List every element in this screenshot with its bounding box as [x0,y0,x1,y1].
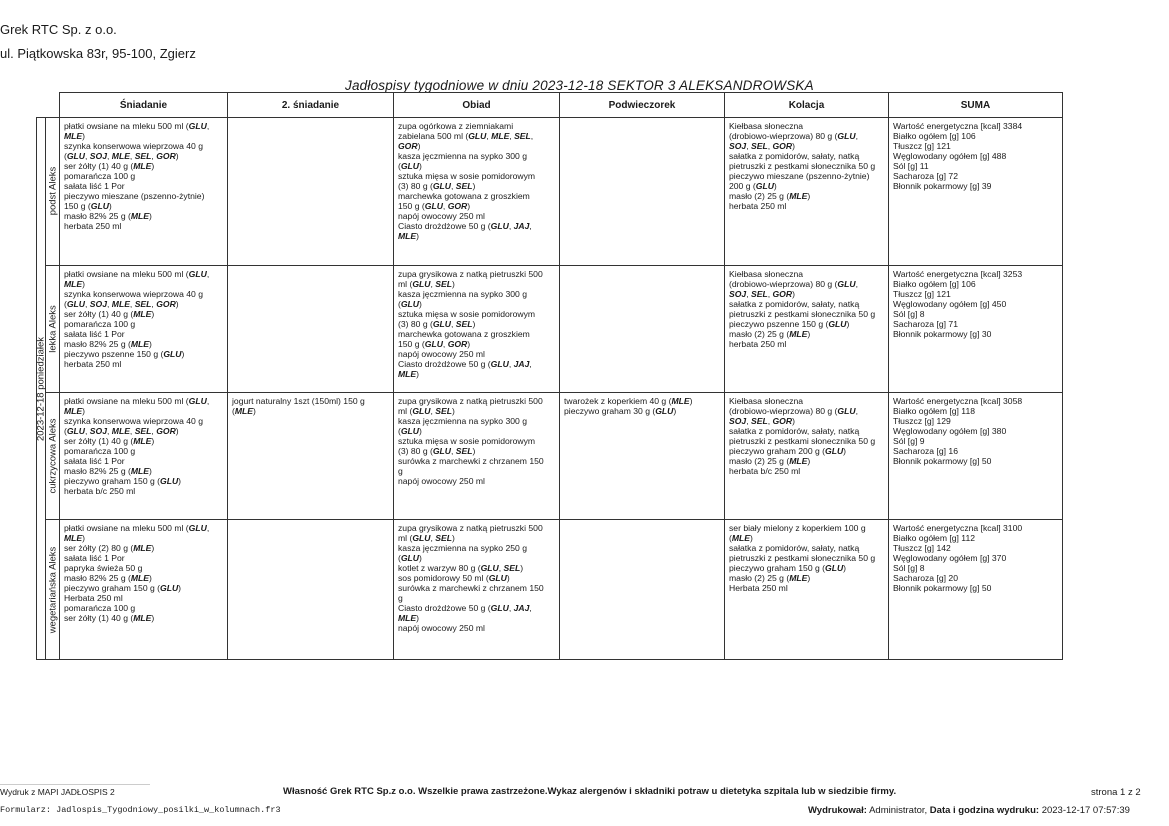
meal-cell-obiad [394,520,560,660]
meal-item: pomarańcza 100 g [64,318,136,329]
table-row [37,265,1063,392]
meal-item: marchewka gotowana z groszkiem [398,191,530,201]
meal-item: pieczywo mieszane (pszenno-żytnie) [64,191,205,201]
meal-item: pieczywo pszenne 150 g (GLU) [64,348,185,359]
diet-cell [46,118,60,266]
meal-item: SOJ, SEL, GOR) [729,416,795,427]
meal-item: pieczywo graham 150 g (GLU) [64,583,182,594]
meal-item: szynka konserwowa wieprzowa 40 g [64,288,203,299]
meal-item: masło (2) 25 g (MLE) [729,573,811,584]
meal-item: 150 g (GLU, GOR) [398,201,471,211]
meal-item: płatki owsiane na mleku 500 ml (GLU, [64,523,210,534]
meal-item: sałatka z pomidorów, sałaty, natką [729,298,860,309]
print-datetime-value: 2023-12-17 07:57:39 [1041,805,1130,816]
meal-item: herbata 250 ml [729,338,787,349]
meal-item: MLE) [64,406,86,417]
meal-item: MLE) [398,613,420,624]
meal-item: napój owocowy 250 ml [398,348,485,359]
header-drugie-sniadanie: 2. śniadanie [228,93,394,118]
meal-item: ml (GLU, SEL) [398,533,455,544]
meal-item: Sacharoza [g] 16 [893,446,958,457]
meal-item: (GLU, SOJ, MLE, SEL, GOR) [64,426,179,437]
meal-item: pieczywo pszenne 150 g (GLU) [729,318,850,329]
meal-item: jogurt naturalny 1szt (150ml) 150 g [232,396,365,407]
meal-item: ser żółty (1) 40 g (MLE) [64,436,155,447]
meal-item: Węglowodany ogółem [g] 370 [893,553,1007,564]
diet-cell [46,265,60,392]
diet-label: podst Aleks [47,167,58,216]
meal-item: Sacharoza [g] 71 [893,318,958,329]
meal-item: sos pomidorowy 50 ml (GLU) [398,573,510,584]
meal-item: MLE) [64,278,86,289]
meal-item: pomarańcza 100 g [64,171,136,181]
weekly-menu-table [36,92,1063,660]
meal-item: ser żółty (1) 40 g (MLE) [64,308,155,319]
meal-item: (drobiowo-wieprzowa) 80 g (GLU, [729,406,858,417]
meal-item: sałata liść 1 Por [64,553,125,564]
meal-item: (drobiowo-wieprzowa) 80 g (GLU, [729,278,858,289]
meal-item: ser żółty (2) 80 g (MLE) [64,543,155,554]
meal-cell-sniadanie [60,265,228,392]
meal-item: twarożek z koperkiem 40 g (MLE) [564,396,693,407]
meal-item: g [398,466,403,477]
meal-item: Wartość energetyczna [kcal] 3058 [893,396,1023,407]
meal-cell-obiad [394,393,560,520]
meal-item: pieczywo graham 30 g (GLU) [564,406,677,417]
meal-item: napój owocowy 250 ml [398,211,485,221]
meal-item: ml (GLU, SEL) [398,406,455,417]
meal-item: sałata liść 1 Por [64,328,125,339]
meal-item: pietruszki z pestkami słonecznika 50 g [729,161,876,171]
table-row [37,520,1063,660]
meal-item: zabielana 500 ml (GLU, MLE, SEL, [398,131,534,141]
meal-item: sztuka mięsa w sosie pomidorowym [398,308,536,319]
table-row [37,393,1063,520]
meal-item: ser żółty (1) 40 g (MLE) [64,161,155,171]
meal-item: 200 g (GLU) [729,181,777,191]
diet-cell [46,393,60,520]
meal-item: (3) 80 g (GLU, SEL) [398,318,476,329]
header-podwieczorek: Podwieczorek [560,93,725,118]
meal-cell-suma [889,520,1063,660]
meal-item: Kiełbasa słoneczna [729,121,804,131]
header-sniadanie: Śniadanie [60,93,228,118]
meal-item: 150 g (GLU, GOR) [398,338,471,349]
meal-item: płatki owsiane na mleku 500 ml (GLU, [64,268,210,279]
printed-by-label: Wydrukował: [808,805,867,816]
diet-label: wegetariańska Aleks [47,546,58,633]
meal-item: Tłuszcz [g] 142 [893,543,951,554]
meal-item: pomarańcza 100 g [64,603,136,614]
meal-cell-suma [889,118,1063,266]
meal-item: Białko ogółem [g] 106 [893,278,976,289]
meal-cell-kolacja [725,520,889,660]
meal-item: masło 82% 25 g (MLE) [64,466,152,477]
meal-item: MLE) [398,231,420,241]
diet-cell [46,520,60,660]
meal-item: SOJ, SEL, GOR) [729,288,795,299]
meal-item: zupa grysikowa z natką pietruszki 500 [398,268,543,279]
header-corner [37,93,60,118]
company-address: ul. Piątkowska 83r, 95-100, Zgierz [0,46,196,61]
meal-item: szynka konserwowa wieprzowa 40 g [64,416,203,427]
meal-cell-sniadanie2 [228,265,394,392]
meal-item: papryka świeża 50 g [64,563,143,574]
meal-item: herbata b/c 250 ml [729,466,801,477]
meal-item: pomarańcza 100 g [64,446,136,457]
meal-item: Błonnik pokarmowy [g] 50 [893,456,992,467]
meal-item: szynka konserwowa wieprzowa 40 g [64,141,203,151]
meal-item: pieczywo graham 150 g (GLU) [729,563,847,574]
meal-cell-kolacja [725,393,889,520]
document-title: Jadłospisy tygodniowe w dniu 2023-12-18 SEKTOR 3 ALEKSANDROWSKA [345,78,814,93]
meal-item: Tłuszcz [g] 121 [893,141,951,151]
meal-item: kotlet z warzyw 80 g (GLU, SEL) [398,563,524,574]
meal-item: napój owocowy 250 ml [398,623,485,634]
meal-item: herbata 250 ml [64,358,122,369]
header-obiad: Obiad [394,93,560,118]
meal-item: (MLE) [729,533,753,544]
meal-item: płatki owsiane na mleku 500 ml (GLU, [64,396,210,407]
meal-item: sałatka z pomidorów, sałaty, natką [729,543,860,554]
meal-item: Wartość energetyczna [kcal] 3384 [893,121,1023,131]
meal-item: sałatka z pomidorów, sałaty, natką [729,151,860,161]
footer-page-number: strona 1 z 2 [1091,787,1141,798]
meal-item: Herbata 250 ml [64,593,123,604]
date-cell [37,118,46,660]
meal-item: Sól [g] 8 [893,563,925,574]
header-kolacja: Kolacja [725,93,889,118]
meal-item: herbata 250 ml [64,221,122,231]
meal-cell-suma [889,393,1063,520]
meal-item: (3) 80 g (GLU, SEL) [398,446,476,457]
date-label: 2023-12-18 poniedziałek [35,336,47,441]
meal-cell-podwieczorek [560,393,725,520]
meal-item: masło (2) 25 g (MLE) [729,456,811,467]
footer-divider [0,784,150,785]
meal-item: kasza jęczmienna na sypko 300 g [398,151,527,161]
meal-cell-podwieczorek [560,520,725,660]
meal-item: masło 82% 25 g (MLE) [64,573,152,584]
meal-item: sztuka mięsa w sosie pomidorowym [398,171,536,181]
meal-item: pieczywo mieszane (pszenno-żytnie) [729,171,870,181]
diet-label: cukrzycowa Aleks [47,418,58,494]
meal-item: kasza jęczmienna na sypko 300 g [398,416,527,427]
meal-item: napój owocowy 250 ml [398,476,485,487]
meal-item: zupa grysikowa z natką pietruszki 500 [398,523,543,534]
meal-item: sałatka z pomidorów, sałaty, natką [729,426,860,437]
meal-item: surówka z marchewki z chrzanem 150 [398,456,544,467]
table-row [37,118,1063,266]
meal-cell-sniadanie [60,520,228,660]
meal-item: pieczywo graham 150 g (GLU) [64,476,182,487]
meal-item: Białko ogółem [g] 112 [893,533,976,544]
meal-item: Wartość energetyczna [kcal] 3253 [893,268,1023,279]
meal-item: Białko ogółem [g] 118 [893,406,976,417]
meal-item: (3) 80 g (GLU, SEL) [398,181,476,191]
meal-item: masło (2) 25 g (MLE) [729,328,811,339]
meal-item: Kiełbasa słoneczna [729,268,804,279]
meal-cell-obiad [394,118,560,266]
meal-item: pietruszki z pestkami słonecznika 50 g [729,308,876,319]
meal-item: Ciasto drożdżowe 50 g (GLU, JAJ, [398,221,532,231]
meal-item: Tłuszcz [g] 121 [893,288,951,299]
meal-item: (GLU, SOJ, MLE, SEL, GOR) [64,298,179,309]
meal-item: pietruszki z pestkami słonecznika 50 g [729,553,876,564]
meal-item: MLE) [398,368,420,379]
meal-cell-sniadanie2 [228,393,394,520]
meal-item: surówka z marchewki z chrzanem 150 [398,583,544,594]
meal-item: ser biały mielony z koperkiem 100 g [729,523,866,534]
meal-item: Błonnik pokarmowy [g] 30 [893,328,992,339]
meal-item: g [398,593,403,604]
meal-item: herbata 250 ml [729,201,787,211]
meal-item: GOR) [398,141,421,151]
meal-item: Węglowodany ogółem [g] 450 [893,298,1007,309]
meal-item: Kiełbasa słoneczna [729,396,804,407]
meal-item: 150 g (GLU) [64,201,112,211]
meal-item: ml (GLU, SEL) [398,278,455,289]
meal-item: ser żółty (1) 40 g (MLE) [64,613,155,624]
meal-item: zupa ogórkowa z ziemniakami [398,121,514,131]
meal-item: Węglowodany ogółem [g] 488 [893,151,1007,161]
meal-item: (MLE) [232,406,256,417]
meal-item: Błonnik pokarmowy [g] 50 [893,583,992,594]
meal-item: MLE) [64,131,86,141]
meal-item: pietruszki z pestkami słonecznika 50 g [729,436,876,447]
meal-item: Ciasto drożdżowe 50 g (GLU, JAJ, [398,358,532,369]
footer-form: Formularz: Jadlospis_Tygodniowy_posilki_w_kolumnach.fr3 [0,805,281,815]
meal-item: kasza jęczmienna na sypko 300 g [398,288,527,299]
meal-item: herbata b/c 250 ml [64,486,136,497]
company-name: Grek RTC Sp. z o.o. [0,22,117,37]
meal-item: (GLU) [398,298,422,309]
meal-cell-sniadanie [60,393,228,520]
meal-item: Herbata 250 ml [729,583,788,594]
diet-label: lekka Aleks [47,305,58,353]
meal-item: płatki owsiane na mleku 500 ml (GLU, [64,121,210,131]
header-suma: SUMA [889,93,1063,118]
meal-cell-podwieczorek [560,118,725,266]
table-header-row [37,93,1063,118]
meal-item: MLE) [64,533,86,544]
meal-item: Tłuszcz [g] 129 [893,416,951,427]
meal-item: masło 82% 25 g (MLE) [64,338,152,349]
meal-item: Błonnik pokarmowy [g] 39 [893,181,992,191]
meal-item: sałata liść 1 Por [64,456,125,467]
meal-item: pieczywo graham 200 g (GLU) [729,446,847,457]
meal-cell-kolacja [725,118,889,266]
meal-item: (GLU) [398,426,422,437]
meal-item: Ciasto drożdżowe 50 g (GLU, JAJ, [398,603,532,614]
meal-item: Wartość energetyczna [kcal] 3100 [893,523,1023,534]
meal-item: Sól [g] 11 [893,161,929,171]
meal-item: (GLU) [398,161,422,171]
meal-item: marchewka gotowana z groszkiem [398,328,530,339]
meal-item: SOJ, SEL, GOR) [729,141,795,151]
footer-copyright: Własność Grek RTC Sp.z o.o. Wszelkie prawa zastrzeżone.Wykaz alergenów i składniki potraw u dietetyka szpitala lub w siedzibie firmy. [283,786,897,797]
meal-cell-podwieczorek [560,265,725,392]
meal-cell-suma [889,265,1063,392]
meal-item: Sacharoza [g] 72 [893,171,958,181]
meal-item: masło 82% 25 g (MLE) [64,211,152,221]
printed-by-value: Administrator, [869,805,928,816]
meal-item: zupa grysikowa z natką pietruszki 500 [398,396,543,407]
meal-cell-sniadanie2 [228,520,394,660]
meal-item: (GLU, SOJ, MLE, SEL, GOR) [64,151,179,161]
meal-item: Węglowodany ogółem [g] 380 [893,426,1007,437]
meal-cell-sniadanie2 [228,118,394,266]
meal-cell-kolacja [725,265,889,392]
meal-cell-obiad [394,265,560,392]
footer-source: Wydruk z MAPI JADŁOSPIS 2 [0,787,115,797]
meal-item: masło (2) 25 g (MLE) [729,191,811,201]
meal-item: sztuka mięsa w sosie pomidorowym [398,436,536,447]
meal-item: Sól [g] 8 [893,308,925,319]
footer-print-info [808,805,1130,816]
meal-item: (drobiowo-wieprzowa) 80 g (GLU, [729,131,858,141]
meal-item: Sól [g] 9 [893,436,925,447]
meal-item: sałata liść 1 Por [64,181,125,191]
meal-item: kasza jęczmienna na sypko 250 g [398,543,527,554]
meal-cell-sniadanie [60,118,228,266]
print-datetime-label: Data i godzina wydruku: [929,805,1040,816]
meal-item: (GLU) [398,553,422,564]
meal-item: Białko ogółem [g] 106 [893,131,976,141]
meal-item: Sacharoza [g] 20 [893,573,958,584]
